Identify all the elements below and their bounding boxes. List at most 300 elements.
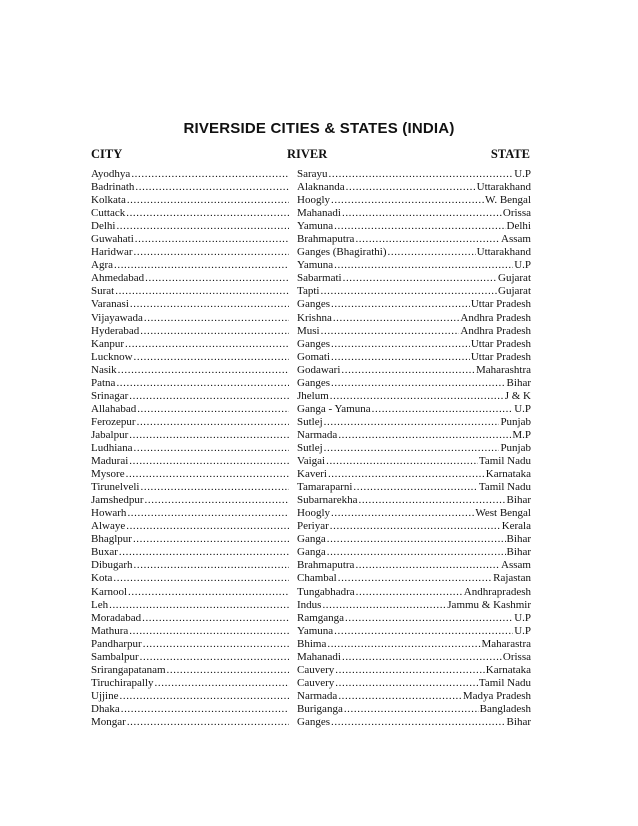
river-state-cell <box>297 664 531 677</box>
city-name: Dhaka <box>91 702 120 715</box>
city-cell <box>91 520 290 533</box>
state-name: Gujarat <box>498 285 531 298</box>
dot-leader <box>143 638 289 651</box>
river-state-cell <box>297 285 531 298</box>
state-name: Bihar <box>506 376 531 389</box>
table-row <box>91 390 531 403</box>
dot-leader <box>145 494 289 507</box>
column-header-state: STATE <box>490 147 530 161</box>
city-name: Agra <box>91 259 113 272</box>
river-state-cell <box>297 298 531 311</box>
city-cell <box>91 612 290 625</box>
dot-leader <box>331 351 470 364</box>
dot-leader <box>331 338 470 351</box>
city-name: Jamshedpur <box>91 494 144 507</box>
river-name: Sabarmati <box>297 272 342 285</box>
city-cell <box>91 194 290 207</box>
state-name: U.P <box>514 611 531 624</box>
river-state-cell <box>297 181 531 194</box>
city-cell <box>91 468 290 481</box>
city-name: Mongar <box>91 715 126 728</box>
dot-leader <box>326 455 478 468</box>
dot-leader <box>355 559 500 572</box>
dot-leader <box>334 220 505 233</box>
state-name: Andhra Pradesh <box>460 311 531 324</box>
dot-leader <box>346 181 476 194</box>
river-state-cell <box>297 481 531 494</box>
river-state-cell <box>297 312 531 325</box>
river-state-cell <box>297 468 531 481</box>
river-name: Cauvery <box>297 663 335 676</box>
city-cell <box>91 546 290 559</box>
table-row <box>91 664 531 677</box>
dot-leader <box>115 285 289 298</box>
river-state-cell <box>297 338 531 351</box>
dot-leader <box>127 194 289 207</box>
state-name: Rajastan <box>493 572 531 585</box>
table-row <box>91 403 531 416</box>
table-row <box>91 572 531 585</box>
dot-leader <box>141 481 290 494</box>
state-name: Punjab <box>500 415 531 428</box>
dot-leader <box>167 664 289 677</box>
dot-leader <box>331 377 506 390</box>
state-name: Andhra Pradesh <box>460 324 531 337</box>
river-state-cell <box>297 390 531 403</box>
state-name: J & K <box>504 389 531 402</box>
river-name: Narmada <box>297 428 338 441</box>
table-row <box>91 364 531 377</box>
dot-leader <box>328 468 485 481</box>
city-cell <box>91 533 290 546</box>
table-row <box>91 481 531 494</box>
river-state-cell <box>297 325 531 338</box>
dot-leader <box>118 364 289 377</box>
dot-leader <box>327 638 480 651</box>
dot-leader <box>114 259 289 272</box>
column-header-river: RIVER <box>287 147 328 161</box>
dot-leader <box>126 468 289 481</box>
river-state-cell <box>297 690 531 703</box>
table-row <box>91 690 531 703</box>
dot-leader <box>341 364 475 377</box>
river-state-cell <box>297 272 531 285</box>
dot-leader <box>342 651 502 664</box>
state-name: Delhi <box>506 220 531 233</box>
dot-leader <box>330 390 504 403</box>
city-name: Pandharpur <box>91 637 142 650</box>
city-cell <box>91 338 290 351</box>
state-name: Uttarakhand <box>476 181 531 194</box>
state-name: Uttarakhand <box>476 246 531 259</box>
state-name: U.P <box>514 402 531 415</box>
river-name: Brahmaputra <box>297 233 355 246</box>
table-row <box>91 194 531 207</box>
dot-leader <box>358 494 505 507</box>
state-name: U.P <box>514 259 531 272</box>
dot-leader <box>137 416 289 429</box>
table-row <box>91 651 531 664</box>
dot-leader <box>334 625 513 638</box>
river-name: Ganges <box>297 337 330 350</box>
table-row <box>91 442 531 455</box>
dot-leader <box>372 403 514 416</box>
river-state-cell <box>297 364 531 377</box>
state-name: Assam <box>501 233 531 246</box>
city-name: Kolkata <box>91 194 126 207</box>
table-row <box>91 338 531 351</box>
dot-leader <box>338 572 492 585</box>
dot-leader <box>127 716 289 729</box>
state-name: Bihar <box>506 533 531 546</box>
city-name: Lucknow <box>91 350 133 363</box>
river-name: Jhelum <box>297 389 329 402</box>
dot-leader <box>119 546 289 559</box>
state-name: Uttar Pradesh <box>470 350 531 363</box>
city-name: Bhaglpur <box>91 533 132 546</box>
dot-leader <box>129 455 289 468</box>
city-cell <box>91 664 290 677</box>
table-row <box>91 507 531 520</box>
dot-leader <box>329 168 514 181</box>
table-row <box>91 272 531 285</box>
river-name: Ganges (Bhagirathi) <box>297 246 387 259</box>
dot-leader <box>137 403 289 416</box>
table-row <box>91 298 531 311</box>
river-name: Yamuna <box>297 259 334 272</box>
city-cell <box>91 677 290 690</box>
river-name: Mahanadi <box>297 650 341 663</box>
state-name: Uttar Pradesh <box>470 298 531 311</box>
table-row <box>91 220 531 233</box>
dot-leader <box>126 520 289 533</box>
city-cell <box>91 364 290 377</box>
river-state-cell <box>297 220 531 233</box>
city-cell <box>91 416 290 429</box>
city-name: Badrinath <box>91 181 135 194</box>
dot-leader <box>134 559 289 572</box>
city-cell <box>91 429 290 442</box>
dot-leader <box>342 207 502 220</box>
dot-leader <box>331 716 506 729</box>
river-state-cell <box>297 377 531 390</box>
river-state-cell <box>297 207 531 220</box>
state-name: Orissa <box>502 207 531 220</box>
river-state-cell <box>297 507 531 520</box>
river-state-cell <box>297 677 531 690</box>
city-name: Ahmedabad <box>91 272 145 285</box>
river-name: Ramganga <box>297 611 345 624</box>
state-name: U.P <box>514 624 531 637</box>
river-state-cell <box>297 442 531 455</box>
dot-leader <box>127 507 289 520</box>
city-cell <box>91 690 290 703</box>
river-state-cell <box>297 638 531 651</box>
dot-leader <box>140 651 289 664</box>
river-name: Musi <box>297 324 320 337</box>
river-name: Ganges <box>297 376 330 389</box>
city-name: Buxar <box>91 546 118 559</box>
city-cell <box>91 651 290 664</box>
city-cell <box>91 572 290 585</box>
cities-table <box>91 168 531 729</box>
state-name: Karnataka <box>485 663 531 676</box>
state-name: W. Bengal <box>484 194 531 207</box>
city-cell <box>91 716 290 729</box>
river-state-cell <box>297 429 531 442</box>
city-name: Madurai <box>91 455 129 468</box>
river-name: Tapti <box>297 285 320 298</box>
dot-leader <box>121 703 289 716</box>
table-row <box>91 246 531 259</box>
city-name: Sambalpur <box>91 650 139 663</box>
city-cell <box>91 298 290 311</box>
river-name: Kaveri <box>297 468 327 481</box>
dot-leader <box>140 325 289 338</box>
city-name: Tirunelveli <box>91 481 140 494</box>
river-state-cell <box>297 494 531 507</box>
city-cell <box>91 325 290 338</box>
river-state-cell <box>297 586 531 599</box>
dot-leader <box>345 612 513 625</box>
dot-leader <box>338 429 511 442</box>
dot-leader <box>134 351 289 364</box>
dot-leader <box>353 481 478 494</box>
city-name: Ujjine <box>91 689 119 702</box>
river-state-cell <box>297 703 531 716</box>
dot-leader <box>134 442 289 455</box>
city-cell <box>91 259 290 272</box>
city-cell <box>91 481 290 494</box>
city-name: Allahabad <box>91 402 137 415</box>
river-state-cell <box>297 612 531 625</box>
city-name: Ferozepur <box>91 415 136 428</box>
dot-leader <box>129 625 289 638</box>
river-name: Yamuna <box>297 624 334 637</box>
table-row <box>91 468 531 481</box>
city-name: Patna <box>91 376 116 389</box>
table-row <box>91 312 531 325</box>
dot-leader <box>116 377 289 390</box>
river-name: Mahanadi <box>297 207 341 220</box>
city-cell <box>91 285 290 298</box>
city-name: Cuttack <box>91 207 126 220</box>
river-name: Ganga - Yamuna <box>297 402 371 415</box>
state-name: Maharashtra <box>476 363 531 376</box>
city-name: Hyderabad <box>91 324 140 337</box>
river-state-cell <box>297 246 531 259</box>
table-row <box>91 233 531 246</box>
river-name: Ganga <box>297 546 326 559</box>
dot-leader <box>355 233 500 246</box>
dot-leader <box>130 298 289 311</box>
dot-leader <box>125 338 289 351</box>
city-cell <box>91 442 290 455</box>
table-row <box>91 285 531 298</box>
river-name: Yamuna <box>297 220 334 233</box>
state-name: Punjab <box>500 441 531 454</box>
river-state-cell <box>297 716 531 729</box>
table-row <box>91 533 531 546</box>
state-name: U.P <box>514 168 531 180</box>
city-name: Nasik <box>91 363 117 376</box>
dot-leader <box>331 507 474 520</box>
city-cell <box>91 351 290 364</box>
city-cell <box>91 181 290 194</box>
river-state-cell <box>297 533 531 546</box>
table-row <box>91 638 531 651</box>
city-name: Leh <box>91 598 109 611</box>
city-cell <box>91 599 290 612</box>
river-state-cell <box>297 599 531 612</box>
state-name: Bihar <box>506 715 531 728</box>
dot-leader <box>344 703 479 716</box>
dot-leader <box>135 181 289 194</box>
city-name: Mathura <box>91 624 129 637</box>
table-row <box>91 716 531 729</box>
table-row <box>91 207 531 220</box>
dot-leader <box>324 416 500 429</box>
state-name: Uttar Pradesh <box>470 337 531 350</box>
river-name: Buriganga <box>297 702 343 715</box>
dot-leader <box>333 312 460 325</box>
city-cell <box>91 703 290 716</box>
river-state-cell <box>297 233 531 246</box>
state-name: Assam <box>501 559 531 572</box>
state-name: Madya Pradesh <box>462 689 531 702</box>
dot-leader <box>321 325 460 338</box>
table-row <box>91 181 531 194</box>
city-cell <box>91 377 290 390</box>
table-row <box>91 455 531 468</box>
table-row <box>91 520 531 533</box>
city-name: Kanpur <box>91 337 124 350</box>
city-cell <box>91 168 290 181</box>
river-state-cell <box>297 194 531 207</box>
river-name: Cauvery <box>297 676 335 689</box>
state-name: Orissa <box>502 650 531 663</box>
city-cell <box>91 507 290 520</box>
river-name: Tamaraparni <box>297 481 353 494</box>
city-cell <box>91 638 290 651</box>
city-cell <box>91 403 290 416</box>
city-name: Jabalpur <box>91 428 129 441</box>
city-name: Vijayawada <box>91 311 143 324</box>
city-name: Kota <box>91 572 113 585</box>
river-name: Ganges <box>297 715 330 728</box>
city-name: Guwahati <box>91 233 134 246</box>
river-state-cell <box>297 455 531 468</box>
city-cell <box>91 494 290 507</box>
city-cell <box>91 390 290 403</box>
city-name: Haridwar <box>91 246 133 259</box>
city-cell <box>91 246 290 259</box>
river-name: Alaknanda <box>297 181 345 194</box>
table-row <box>91 599 531 612</box>
dot-leader <box>324 442 500 455</box>
dot-leader <box>116 220 289 233</box>
state-name: Kerala <box>501 520 531 533</box>
river-name: Gomati <box>297 350 330 363</box>
river-state-cell <box>297 168 531 181</box>
page-title: RIVERSIDE CITIES & STATES (INDIA) <box>183 120 455 137</box>
river-state-cell <box>297 520 531 533</box>
state-name: Bangladesh <box>479 702 531 715</box>
dot-leader <box>334 259 513 272</box>
table-row <box>91 625 531 638</box>
table-row <box>91 494 531 507</box>
state-name: Karnataka <box>485 468 531 481</box>
state-name: Maharastra <box>481 637 531 650</box>
state-name: Tamil Nadu <box>478 676 531 689</box>
dot-leader <box>320 285 497 298</box>
city-name: Srirangapatanam <box>91 663 166 676</box>
dot-leader <box>131 168 289 181</box>
city-name: Moradabad <box>91 611 142 624</box>
city-cell <box>91 207 290 220</box>
dot-leader <box>128 586 289 599</box>
city-name: Srinagar <box>91 389 129 402</box>
dot-leader <box>133 533 289 546</box>
river-state-cell <box>297 546 531 559</box>
table-row <box>91 325 531 338</box>
state-name: West Bengal <box>475 507 531 520</box>
river-name: Narmada <box>297 689 338 702</box>
river-state-cell <box>297 403 531 416</box>
table-row <box>91 429 531 442</box>
river-name: Subarnarekha <box>297 494 358 507</box>
table-row <box>91 559 531 572</box>
dot-leader <box>129 429 289 442</box>
dot-leader <box>126 207 289 220</box>
state-name: Andhrapradesh <box>463 585 531 598</box>
dot-leader <box>145 272 289 285</box>
state-name: Gujarat <box>498 272 531 285</box>
river-state-cell <box>297 351 531 364</box>
city-name: Surat <box>91 285 115 298</box>
state-name: Bihar <box>506 494 531 507</box>
dot-leader <box>144 312 289 325</box>
city-name: Varanasi <box>91 298 129 311</box>
dot-leader <box>120 690 290 703</box>
river-name: Bhima <box>297 637 327 650</box>
dot-leader <box>322 599 446 612</box>
river-state-cell <box>297 416 531 429</box>
river-state-cell <box>297 559 531 572</box>
table-row <box>91 416 531 429</box>
city-name: Delhi <box>91 220 116 233</box>
river-name: Ganges <box>297 298 330 311</box>
city-cell <box>91 220 290 233</box>
river-name: Sarayu <box>297 168 328 180</box>
dot-leader <box>343 272 497 285</box>
river-name: Ganga <box>297 533 326 546</box>
state-name: M.P <box>512 428 531 441</box>
river-name: Hoogly <box>297 507 330 520</box>
river-state-cell <box>297 259 531 272</box>
river-name: Sutlej <box>297 441 323 454</box>
table-row <box>91 377 531 390</box>
dot-leader <box>134 246 289 259</box>
river-state-cell <box>297 625 531 638</box>
city-name: Mysore <box>91 468 125 481</box>
river-name: Godawari <box>297 363 341 376</box>
dot-leader <box>135 233 289 246</box>
city-name: Karnool <box>91 585 128 598</box>
dot-leader <box>113 572 289 585</box>
dot-leader <box>335 664 485 677</box>
city-cell <box>91 559 290 572</box>
